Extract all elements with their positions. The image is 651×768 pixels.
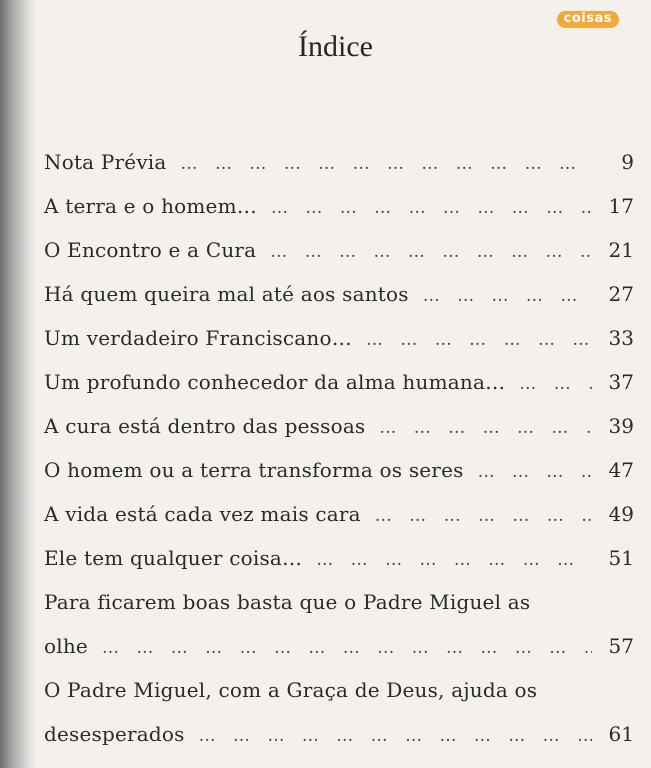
toc-entry-title: A terra e o homem… bbox=[44, 194, 257, 218]
toc-leader-dots bbox=[316, 538, 592, 582]
toc-entry-title: O Encontro e a Cura bbox=[44, 238, 257, 262]
toc-entry bbox=[44, 536, 634, 580]
toc-entry-page: 21 bbox=[608, 238, 634, 262]
toc-leader-dots bbox=[102, 626, 592, 670]
toc-entry bbox=[44, 448, 634, 492]
toc-entry-page: 9 bbox=[621, 150, 634, 174]
toc-entry-title: A vida está cada vez mais cara bbox=[44, 502, 361, 526]
toc-entry-title: Ele tem qualquer coisa… bbox=[44, 546, 303, 570]
toc-entry bbox=[44, 404, 634, 448]
toc-entry-title: Um profundo conhecedor da alma humana… bbox=[44, 370, 506, 394]
toc-entry-title-continued: desesperados bbox=[44, 722, 185, 746]
toc-entry-page: 57 bbox=[608, 634, 634, 658]
toc-entry bbox=[44, 140, 634, 184]
toc-leader-dots bbox=[181, 142, 592, 186]
toc-leader-dots bbox=[270, 230, 592, 274]
toc-leader-dots bbox=[271, 186, 592, 230]
toc-entry-page: 17 bbox=[608, 194, 634, 218]
toc-entry-title: A cura está dentro das pessoas bbox=[44, 414, 366, 438]
toc-leader-dots bbox=[519, 362, 592, 406]
toc-entry bbox=[44, 492, 634, 536]
page-gutter-shadow bbox=[0, 0, 36, 768]
toc-entry bbox=[44, 272, 634, 316]
toc-entry-title: O Padre Miguel, com a Graça de Deus, ajuda os bbox=[44, 678, 538, 702]
toc-entry bbox=[44, 580, 634, 668]
toc-entry bbox=[44, 228, 634, 272]
toc-entry bbox=[44, 316, 634, 360]
toc-entry-page: 47 bbox=[608, 458, 634, 482]
toc-entry-page: 27 bbox=[608, 282, 634, 306]
table-of-contents bbox=[44, 140, 634, 756]
toc-entry-title: Para ficarem boas basta que o Padre Miguel as bbox=[44, 590, 531, 614]
toc-leader-dots bbox=[366, 318, 592, 362]
toc-entry-title: O homem ou a terra transforma os seres bbox=[44, 458, 464, 482]
toc-entry bbox=[44, 360, 634, 404]
toc-entry-page: 33 bbox=[608, 326, 634, 350]
toc-entry-title: Um verdadeiro Franciscano… bbox=[44, 326, 352, 350]
toc-leader-dots bbox=[478, 450, 592, 494]
toc-entry-title: Nota Prévia bbox=[44, 150, 167, 174]
toc-entry-title-continued: olhe bbox=[44, 634, 88, 658]
toc-entry bbox=[44, 668, 634, 756]
toc-entry-page: 51 bbox=[608, 546, 634, 570]
toc-leader-dots bbox=[199, 714, 592, 758]
toc-leader-dots bbox=[379, 406, 592, 450]
watermark-logo: coisas bbox=[557, 11, 619, 28]
toc-entry-page: 61 bbox=[608, 722, 634, 746]
page-title: Índice bbox=[298, 30, 373, 63]
toc-entry-page: 49 bbox=[608, 502, 634, 526]
toc-entry bbox=[44, 184, 634, 228]
toc-entry-page: 37 bbox=[608, 370, 634, 394]
toc-leader-dots bbox=[423, 274, 592, 318]
toc-entry-page: 39 bbox=[608, 414, 634, 438]
toc-leader-dots bbox=[375, 494, 592, 538]
toc-entry-title: Há quem queira mal até aos santos bbox=[44, 282, 409, 306]
